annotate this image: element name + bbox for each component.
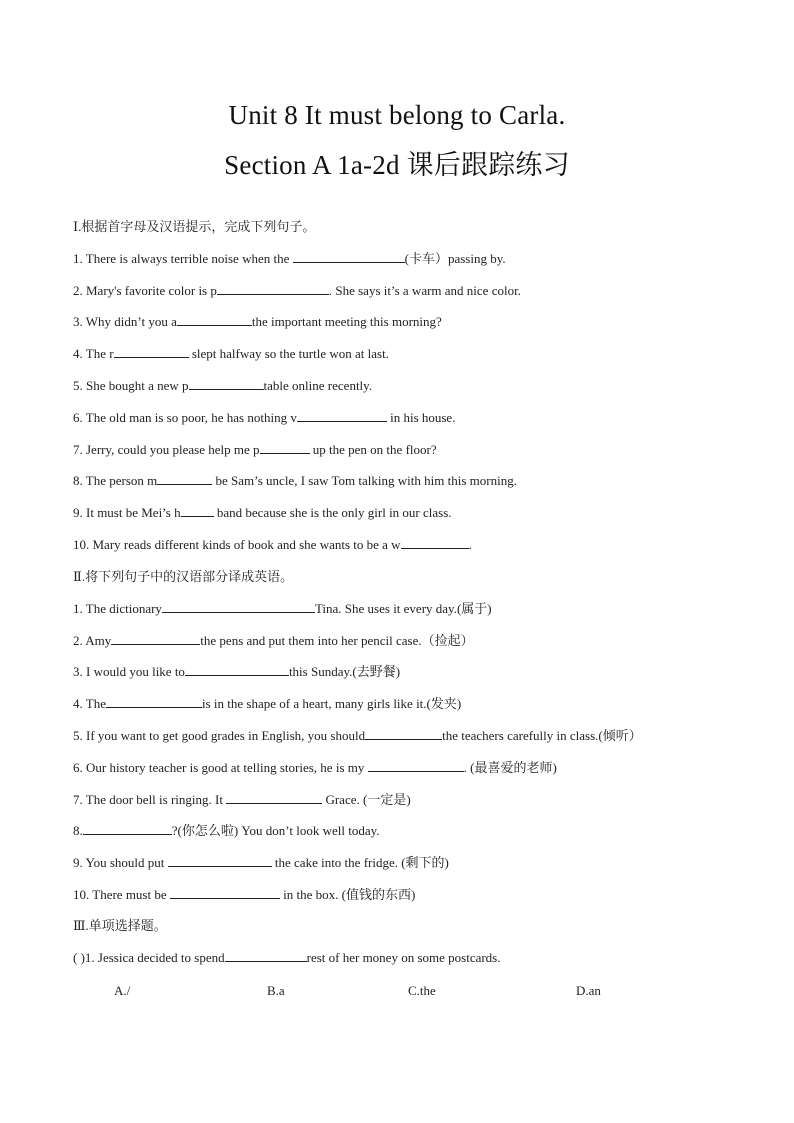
answer-blank[interactable]	[293, 251, 405, 263]
answer-blank[interactable]	[401, 537, 469, 549]
answer-blank[interactable]	[189, 378, 264, 390]
option-d[interactable]: D.an	[576, 983, 601, 998]
answer-blank[interactable]	[217, 283, 329, 295]
answer-blank[interactable]	[106, 696, 202, 708]
answer-blank[interactable]	[114, 346, 189, 358]
part2-item-3: 3. I would you like to this Sunday.(去野餐)	[73, 664, 401, 679]
option-c[interactable]: C.the	[408, 983, 436, 998]
part3-question-1: ( )1. Jessica decided to spend rest of her money on some postcards.	[73, 950, 501, 965]
title-line-2: Section A 1a-2d 课后跟踪练习	[224, 150, 570, 180]
part1-item-5: 5. She bought a new p table online recently.	[73, 378, 373, 393]
part2-item-2: 2. Amy the pens and put them into her pencil case.（捡起）	[73, 633, 474, 648]
part1-item-2: 2. Mary's favorite color is p . She says it’s a warm and nice color.	[73, 283, 521, 298]
part1-item-9: 9. It must be Mei’s h band because she is the only girl in our class.	[73, 505, 452, 520]
answer-blank[interactable]	[157, 473, 212, 485]
part1-item-4: 4. The r slept halfway so the turtle won at last.	[73, 346, 389, 361]
option-a[interactable]: A./	[114, 983, 131, 998]
part2-item-4: 4. The is in the shape of a heart, many girls like it.(发夹)	[73, 696, 462, 711]
answer-blank[interactable]	[365, 728, 442, 740]
answer-blank[interactable]	[226, 792, 322, 804]
answer-blank[interactable]	[168, 855, 272, 867]
part2-heading: Ⅱ.将下列句子中的汉语部分译成英语。	[73, 569, 294, 584]
part2-item-8: 8. ?(你怎么啦) You don’t look well today.	[73, 823, 380, 838]
answer-blank[interactable]	[368, 760, 464, 772]
title-line-1: Unit 8 It must belong to Carla.	[228, 100, 566, 130]
part1-item-7: 7. Jerry, could you please help me p up the pen on the floor?	[73, 442, 437, 457]
answer-blank[interactable]	[162, 601, 315, 613]
part1-item-6: 6. The old man is so poor, he has nothing v in his house.	[73, 410, 456, 425]
part2-item-6: 6. Our history teacher is good at telling stories, he is my . (最喜爱的老师)	[73, 760, 557, 775]
part1-item-3: 3. Why didn’t you a the important meeting this morning?	[73, 314, 442, 329]
answer-blank[interactable]	[83, 823, 172, 835]
answer-blank[interactable]	[225, 950, 307, 962]
part2-item-10: 10. There must be in the box. (值钱的东西)	[73, 887, 416, 902]
part1-heading: Ⅰ.根据首字母及汉语提示，完成下列句子。	[73, 219, 316, 234]
answer-blank[interactable]	[170, 887, 280, 899]
answer-blank[interactable]	[297, 410, 387, 422]
answer-blank[interactable]	[185, 664, 289, 676]
part2-item-9: 9. You should put the cake into the fridge. (剩下的)	[73, 855, 449, 870]
part1-item-1: 1. There is always terrible noise when the (卡车）passing by.	[73, 251, 506, 266]
answer-blank[interactable]	[111, 633, 200, 645]
part1-item-10: 10. Mary reads different kinds of book and she wants to be a w .	[73, 537, 472, 552]
answer-blank[interactable]	[177, 314, 252, 326]
part2-item-1: 1. The dictionary Tina. She uses it every day.(属于)	[73, 601, 492, 616]
answer-blank[interactable]	[260, 442, 310, 454]
part1-item-8: 8. The person m be Sam’s uncle, I saw Tom talking with him this morning.	[73, 473, 517, 488]
part3-heading: Ⅲ.单项选择题。	[73, 918, 167, 933]
answer-blank[interactable]	[181, 505, 214, 517]
part2-item-7: 7. The door bell is ringing. It Grace. (一定是)	[73, 792, 411, 807]
option-b[interactable]: B.a	[267, 983, 285, 998]
part2-item-5: 5. If you want to get good grades in English, you should the teachers carefully in class.(倾听）	[73, 728, 642, 743]
